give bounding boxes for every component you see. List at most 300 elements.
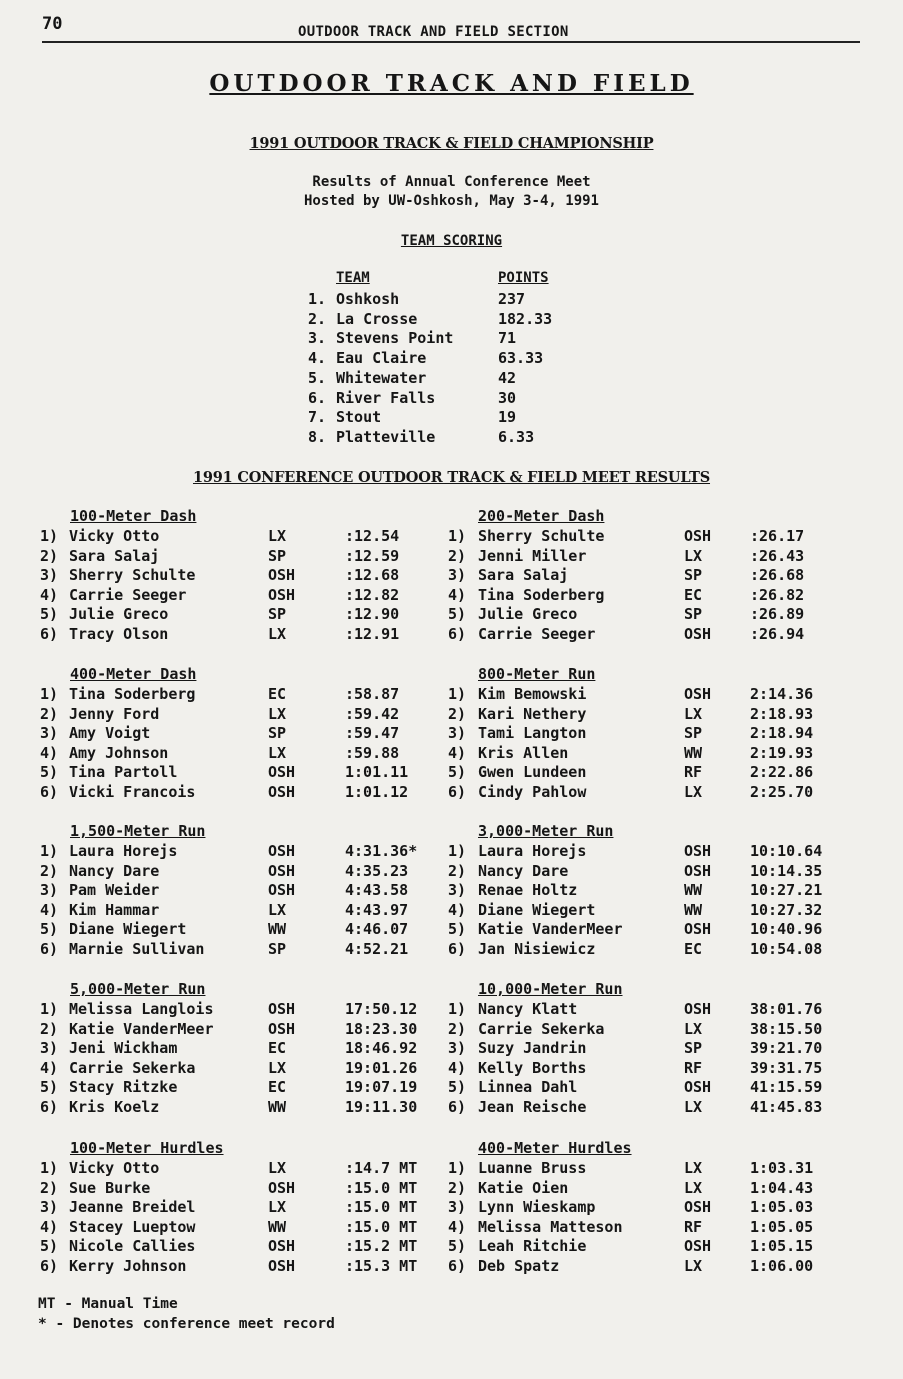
team-points: 42 [498,368,517,387]
school-code: OSH [268,881,296,900]
school-code: OSH [268,1000,296,1018]
result-place: 4) [40,1217,59,1236]
team-name: Platteville [336,427,436,446]
school-code: LX [268,1198,287,1217]
athlete-name: Jeni Wickham [69,1039,178,1058]
school-code: WW [684,743,703,762]
athlete-name: Nancy Dare [478,861,569,880]
school-code: LX [684,1098,703,1116]
result-mark: :14.7 MT [345,1159,418,1177]
result-place: 4) [448,743,467,762]
school-code: WW [684,881,703,900]
athlete-name: Amy Johnson [69,743,169,762]
result-place: 5) [40,920,59,939]
result-place: 1) [40,1159,59,1177]
school-code: OSH [684,861,712,880]
result-mark: 39:31.75 [750,1058,823,1077]
result-mark: 10:14.35 [750,861,823,880]
school-code: LX [268,1058,287,1077]
result-mark: 1:01.12 [345,783,409,801]
result-row [0,1198,903,1218]
result-place: 6) [448,1098,467,1116]
school-code: WW [684,900,703,919]
result-place: 6) [40,783,59,801]
team-points: 19 [498,408,517,427]
athlete-name: Vicky Otto [69,527,160,545]
result-place: 2) [448,1178,467,1197]
result-row [0,586,903,606]
result-mark: :26.94 [750,625,805,643]
result-row [0,1237,903,1257]
team-rank: 8. [308,427,327,446]
school-code: SP [268,724,287,743]
event-title: 800-Meter Run [478,665,596,683]
school-code: LX [268,743,287,762]
result-place: 1) [448,842,467,860]
athlete-name: Amy Voigt [69,724,151,743]
result-mark: :26.89 [750,605,805,624]
result-row [0,1179,903,1199]
result-mark: 10:27.21 [750,881,823,900]
school-code: LX [684,1159,703,1177]
result-place: 5) [448,1078,467,1097]
school-code: SP [684,605,703,624]
result-place: 2) [40,1019,59,1038]
result-mark: :15.2 MT [345,1237,418,1256]
team-scoring-heading: TEAM SCORING [400,233,503,249]
school-code: OSH [684,1000,712,1018]
athlete-name: Nancy Dare [69,861,160,880]
result-place: 3) [448,1039,467,1058]
athlete-name: Renae Holtz [478,881,578,900]
result-row [0,1059,903,1079]
result-mark: :26.82 [750,585,805,604]
school-code: EC [268,685,287,703]
athlete-name: Tracy Olson [69,625,169,643]
event-title: 400-Meter Dash [70,665,197,683]
school-code: WW [268,1098,287,1116]
result-mark: 10:27.32 [750,900,823,919]
athlete-name: Jenny Ford [69,704,160,723]
school-code: LX [684,1019,703,1038]
result-place: 4) [40,743,59,762]
result-place: 6) [40,940,59,958]
result-mark: :15.0 MT [345,1198,418,1217]
footnote-record: * - Denotes conference meet record [38,1316,335,1332]
team-scoring-row [0,428,903,448]
result-place: 3) [448,566,467,585]
athlete-name: Nicole Callies [69,1237,196,1256]
school-code: LX [268,900,287,919]
event-title: 5,000-Meter Run [70,980,206,998]
athlete-name: Tami Langton [478,724,587,743]
result-mark: 1:05.05 [750,1217,814,1236]
result-mark: :59.42 [345,704,400,723]
team-rank: 6. [308,388,327,407]
result-mark: 19:07.19 [345,1078,418,1097]
athlete-name: Carrie Sekerka [69,1058,196,1077]
result-place: 4) [448,585,467,604]
team-name: Stout [336,408,382,427]
result-mark: 2:22.86 [750,763,814,782]
result-row [0,527,903,547]
result-mark: 18:23.30 [345,1019,418,1038]
result-mark: 2:18.94 [750,724,814,743]
school-code: EC [268,1078,287,1097]
school-code: LX [684,704,703,723]
athlete-name: Sherry Schulte [478,527,605,545]
athlete-name: Gwen Lundeen [478,763,587,782]
athlete-name: Julie Greco [478,605,578,624]
result-place: 4) [448,1058,467,1077]
athlete-name: Pam Weider [69,881,160,900]
result-mark: :26.17 [750,527,805,545]
school-code: OSH [684,625,712,643]
athlete-name: Stacey Lueptow [69,1217,196,1236]
result-place: 2) [448,546,467,565]
team-scoring-row [0,349,903,369]
school-code: OSH [684,1237,712,1256]
team-rank: 3. [308,329,327,348]
school-code: OSH [268,1237,296,1256]
team-rank: 1. [308,290,327,308]
school-code: OSH [268,861,296,880]
footnote-manual-time: MT - Manual Time [38,1296,178,1312]
athlete-name: Katie Oien [478,1178,569,1197]
result-mark: 4:43.97 [345,900,409,919]
result-place: 4) [448,1217,467,1236]
result-mark: :15.0 MT [345,1217,418,1236]
result-place: 1) [40,842,59,860]
result-place: 5) [448,605,467,624]
result-mark: 38:01.76 [750,1000,823,1018]
result-row [0,566,903,586]
athlete-name: Jeanne Breidel [69,1198,196,1217]
result-row [0,881,903,901]
result-mark: 1:03.31 [750,1159,814,1177]
result-mark: 17:50.12 [345,1000,418,1018]
event-title: 100-Meter Dash [70,507,197,525]
result-mark: :15.3 MT [345,1257,418,1275]
school-code: RF [684,1058,703,1077]
result-mark: 1:06.00 [750,1257,814,1275]
result-place: 5) [40,1237,59,1256]
result-row [0,547,903,567]
school-code: SP [268,940,287,958]
athlete-name: Kris Koelz [69,1098,160,1116]
school-code: OSH [268,763,296,782]
result-mark: 1:05.15 [750,1237,814,1256]
school-code: LX [684,1257,703,1275]
athlete-name: Sue Burke [69,1178,151,1197]
result-mark: 2:19.93 [750,743,814,762]
result-mark: :59.88 [345,743,400,762]
team-points: 63.33 [498,349,544,368]
athlete-name: Cindy Pahlow [478,783,587,801]
result-place: 4) [40,1058,59,1077]
result-place: 3) [40,1198,59,1217]
athlete-name: Stacy Ritzke [69,1078,178,1097]
athlete-name: Luanne Bruss [478,1159,587,1177]
athlete-name: Kim Bemowski [478,685,587,703]
result-place: 5) [40,605,59,624]
result-mark: 2:18.93 [750,704,814,723]
result-mark: 4:31.36* [345,842,418,860]
school-code: RF [684,763,703,782]
result-place: 3) [448,881,467,900]
result-mark: 10:54.08 [750,940,823,958]
team-scoring-row [0,329,903,349]
athlete-name: Jan Nisiewicz [478,940,596,958]
athlete-name: Suzy Jandrin [478,1039,587,1058]
result-mark: 2:14.36 [750,685,814,703]
school-code: RF [684,1217,703,1236]
school-code: EC [268,1039,287,1058]
result-mark: :12.82 [345,585,400,604]
result-mark: 19:11.30 [345,1098,418,1116]
team-scoring-row [0,290,903,310]
team-scoring-row [0,389,903,409]
team-scoring-row [0,310,903,330]
school-code: LX [268,704,287,723]
result-place: 2) [40,1178,59,1197]
event-title: 1,500-Meter Run [70,822,206,840]
result-place: 1) [40,1000,59,1018]
result-place: 1) [448,685,467,703]
result-mark: :12.90 [345,605,400,624]
athlete-name: Nancy Klatt [478,1000,578,1018]
result-place: 2) [40,704,59,723]
school-code: OSH [268,1178,296,1197]
athlete-name: Katie VanderMeer [69,1019,214,1038]
event-title: 100-Meter Hurdles [70,1139,224,1157]
result-mark: :26.68 [750,566,805,585]
result-row [0,625,903,645]
school-code: LX [268,625,287,643]
result-row [0,1257,903,1277]
team-rank: 4. [308,349,327,368]
result-mark: :12.59 [345,546,400,565]
athlete-name: Katie VanderMeer [478,920,623,939]
result-place: 1) [40,527,59,545]
result-place: 6) [448,783,467,801]
team-points: 237 [498,290,526,308]
school-code: OSH [684,842,712,860]
result-row [0,901,903,921]
team-rank: 7. [308,408,327,427]
result-place: 5) [448,920,467,939]
team-name: Oshkosh [336,290,400,308]
school-code: LX [684,783,703,801]
result-mark: 41:15.59 [750,1078,823,1097]
school-code: OSH [268,566,296,585]
athlete-name: Tina Partoll [69,763,178,782]
result-row [0,744,903,764]
result-mark: :26.43 [750,546,805,565]
result-row [0,1039,903,1059]
result-mark: :58.87 [345,685,400,703]
result-place: 4) [448,900,467,919]
school-code: OSH [684,1078,712,1097]
result-row [0,783,903,803]
school-code: SP [268,546,287,565]
school-code: OSH [684,685,712,703]
meet-info-line-1: Results of Annual Conference Meet [312,174,591,190]
school-code: EC [684,585,703,604]
athlete-name: Carrie Seeger [478,625,596,643]
page-number: 70 [42,14,63,34]
result-mark: 1:04.43 [750,1178,814,1197]
athlete-name: Sherry Schulte [69,566,196,585]
athlete-name: Laura Horejs [478,842,587,860]
school-code: LX [268,1159,287,1177]
result-row [0,605,903,625]
athlete-name: Kari Nethery [478,704,587,723]
result-row [0,763,903,783]
athlete-name: Julie Greco [69,605,169,624]
athlete-name: Vicki Francois [69,783,196,801]
result-row [0,1000,903,1020]
athlete-name: Lynn Wieskamp [478,1198,596,1217]
result-place: 1) [40,685,59,703]
result-place: 3) [40,566,59,585]
team-name: Stevens Point [336,329,454,348]
athlete-name: Leah Ritchie [478,1237,587,1256]
athlete-name: Tina Soderberg [69,685,196,703]
school-code: SP [268,605,287,624]
team-name: River Falls [336,388,436,407]
result-place: 6) [40,625,59,643]
result-place: 2) [448,1019,467,1038]
school-code: SP [684,1039,703,1058]
result-mark: 1:05.03 [750,1198,814,1217]
athlete-name: Sara Salaj [69,546,160,565]
result-mark: :12.54 [345,527,400,545]
result-mark: 19:01.26 [345,1058,418,1077]
result-place: 3) [40,881,59,900]
event-title: 3,000-Meter Run [478,822,614,840]
result-place: 5) [40,1078,59,1097]
team-name: La Crosse [336,309,418,328]
team-rank: 5. [308,368,327,387]
school-code: OSH [684,920,712,939]
result-place: 2) [448,861,467,880]
section-title: OUTDOOR TRACK AND FIELD SECTION [298,24,569,40]
results-heading: 1991 CONFERENCE OUTDOOR TRACK & FIELD MEET RESULTS [192,469,711,486]
result-mark: 4:52.21 [345,940,409,958]
result-row [0,724,903,744]
team-scoring-row [0,369,903,389]
result-place: 6) [40,1257,59,1275]
athlete-name: Marnie Sullivan [69,940,205,958]
points-column-header: POINTS [498,270,549,286]
result-place: 3) [40,724,59,743]
result-mark: :12.91 [345,625,400,643]
result-mark: 41:45.83 [750,1098,823,1116]
result-mark: 38:15.50 [750,1019,823,1038]
school-code: LX [684,1178,703,1197]
result-mark: 2:25.70 [750,783,814,801]
school-code: OSH [268,842,296,860]
result-place: 6) [448,940,467,958]
athlete-name: Diane Wiegert [478,900,596,919]
result-row [0,685,903,705]
result-place: 6) [448,1257,467,1275]
school-code: LX [684,546,703,565]
result-mark: 18:46.92 [345,1039,418,1058]
school-code: SP [684,724,703,743]
school-code: OSH [268,585,296,604]
school-code: OSH [268,1019,296,1038]
result-place: 6) [448,625,467,643]
athlete-name: Laura Horejs [69,842,178,860]
athlete-name: Melissa Langlois [69,1000,214,1018]
athlete-name: Kerry Johnson [69,1257,187,1275]
result-row [0,920,903,940]
athlete-name: Linnea Dahl [478,1078,578,1097]
result-place: 5) [448,763,467,782]
school-code: OSH [268,1257,296,1275]
athlete-name: Kelly Borths [478,1058,587,1077]
result-mark: 4:46.07 [345,920,409,939]
team-points: 30 [498,388,517,407]
result-place: 3) [448,1198,467,1217]
athlete-name: Diane Wiegert [69,920,187,939]
team-name: Eau Claire [336,349,427,368]
result-mark: 10:10.64 [750,842,823,860]
result-mark: :15.0 MT [345,1178,418,1197]
result-place: 5) [40,763,59,782]
team-rank: 2. [308,309,327,328]
result-row [0,940,903,960]
result-place: 1) [448,527,467,545]
meet-info-line-2: Hosted by UW-Oshkosh, May 3-4, 1991 [303,193,599,209]
result-row [0,1078,903,1098]
athlete-name: Jenni Miller [478,546,587,565]
athlete-name: Jean Reische [478,1098,587,1116]
result-place: 4) [40,585,59,604]
result-row [0,862,903,882]
result-place: 4) [40,900,59,919]
result-mark: :12.68 [345,566,400,585]
result-mark: 39:21.70 [750,1039,823,1058]
result-mark: 4:35.23 [345,861,409,880]
result-row [0,1020,903,1040]
athlete-name: Deb Spatz [478,1257,560,1275]
result-place: 6) [40,1098,59,1116]
athlete-name: Sara Salaj [478,566,569,585]
school-code: OSH [268,783,296,801]
event-title: 10,000-Meter Run [478,980,623,998]
result-place: 2) [448,704,467,723]
school-code: EC [684,940,703,958]
team-points: 182.33 [498,309,553,328]
athlete-name: Kim Hammar [69,900,160,919]
event-title: 200-Meter Dash [478,507,605,525]
school-code: SP [684,566,703,585]
result-row [0,1159,903,1179]
result-row [0,1098,903,1118]
athlete-name: Vicky Otto [69,1159,160,1177]
athlete-name: Kris Allen [478,743,569,762]
school-code: WW [268,920,287,939]
result-place: 1) [448,1000,467,1018]
championship-heading: 1991 OUTDOOR TRACK & FIELD CHAMPIONSHIP [249,135,654,152]
school-code: OSH [684,527,712,545]
result-row [0,705,903,725]
team-column-header: TEAM [336,270,370,286]
school-code: WW [268,1217,287,1236]
